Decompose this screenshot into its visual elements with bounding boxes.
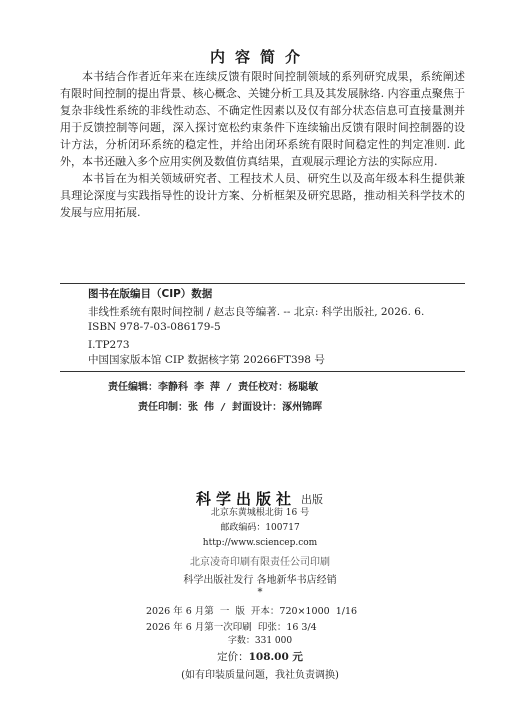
cip-heading: 图书在版编目（CIP）数据 <box>88 288 213 300</box>
cip-classification: Ⅰ.TP273 <box>88 339 130 351</box>
publisher-address: 北京东黄城根北街 16 号 <box>210 508 310 518</box>
quality-note: (如有印装质量问题，我社负责调换) <box>181 670 339 681</box>
separator-star: * <box>257 587 263 598</box>
printing-line: 2026 年 6 月第一次印刷 印张：16 3/4 <box>146 622 317 633</box>
edition-line: 2026 年 6 月第 一 版 开本：720×1000 1/16 <box>146 606 358 617</box>
cip-top-rule <box>60 283 465 284</box>
word-count: 字数：331 000 <box>227 636 293 646</box>
publisher-postcode: 邮政编码：100717 <box>220 523 300 533</box>
cip-title-line: 非线性系统有限时间控制 / 赵志良等编著. -- 北京: 科学出版社, 2026. 6. <box>88 306 425 318</box>
price-line <box>0 649 520 664</box>
distribution-line: 科学出版社发行 各地新华书店经销 <box>183 575 337 586</box>
price-label: 定价： <box>217 651 249 663</box>
production-line: 责任印制：张 伟 / 封面设计：涿州锦晖 <box>138 402 323 413</box>
publisher-website: http://www.sciencep.com <box>202 538 318 548</box>
price-value: 108.00 元 <box>248 651 303 663</box>
book-summary <box>60 68 465 221</box>
publisher-logo: 科学出版社 <box>196 490 297 508</box>
summary-paragraph-2: 本书旨在为相关领域研究者、工程技术人员、研究生以及高年级本科生提供兼具理论深度与实践指导性的设计方案、分析框架及研究思路，推动相关科学技术的发展与应用拓展. <box>60 172 465 219</box>
publisher-logo-suffix: 出版 <box>301 493 323 506</box>
editors-line: 责任编辑：李静科 李 萍 / 责任校对：杨聪敏 <box>108 382 319 393</box>
cip-isbn: ISBN 978-7-03-086179-5 <box>88 321 221 333</box>
printer-line: 北京凌奇印刷有限责任公司印刷 <box>190 557 330 568</box>
page-title: 内容简介 <box>209 48 310 66</box>
cip-bottom-rule <box>60 371 465 372</box>
cip-record-number: 中国国家版本馆 CIP 数据核字第 20266FT398 号 <box>88 354 325 366</box>
summary-paragraph-1: 本书结合作者近年来在连续反馈有限时间控制领域的系列研究成果，系统阐述有限时间控制的提出背景、核心概念、关键分析工具及其发展脉络. 内容重点聚焦于复杂非线性系统的非线性动态、不确定性因素以及仅有部分状态信息可直接量测并用于反馈控制等问题，深入探讨宽松约束条件下连续输出反馈有限时间控制器的设计方法，分析闭环系统的稳定性，并给出闭环系统有限时间稳定性的判定准则. 此外，本书还融入多个应用实例及数值仿真结果，直观展示理论方法的实际应用. <box>60 70 465 168</box>
